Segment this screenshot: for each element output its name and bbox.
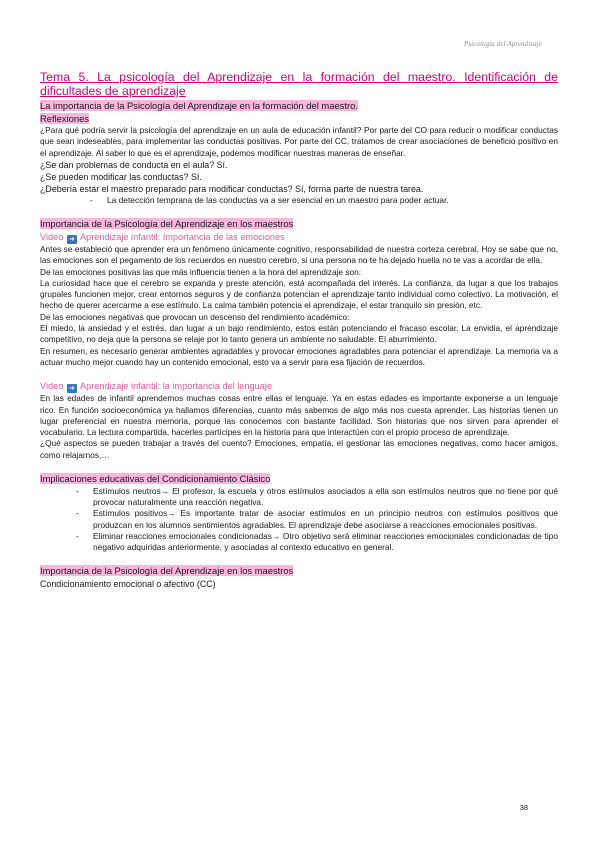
reflection-bullet-list [40, 195, 558, 206]
running-header: Psicología del Aprendizaje [463, 40, 542, 48]
emotions-paragraph-1: Antes se estableció que aprender era un fenómeno únicamente cognitivo, responsabilidad de nuestra corteza cerebral. Hoy se sabe que no, las emociones son el pegamento de los recuerdos en nuestro cerebro, si una persona no te ha dejado huella no te vas a acordar de ella. [40, 243, 558, 266]
list-item: - Eliminar reacciones emocionales condicionadas→ Otro objetivo será eliminar reacciones emocionales condicionadas de tipo negativo adquiridas anteriormente, y asociadas al contexto educativo en general. [76, 530, 558, 553]
emotions-paragraph-4: De las emociones negativas que provocan un descenso del rendimiento académico: [40, 311, 350, 322]
section-heading-importance-teachers-2: Importancia de la Psicología del Aprendizaje en los maestros [40, 565, 294, 577]
section-heading-classical-conditioning: Implicaciones educativas del Condicionamiento Clásico [40, 473, 271, 485]
question-teacher-prepared: ¿Debería estar el maestro preparado para modificar conductas? Sí, forma parte de nuestra tarea. [40, 184, 424, 195]
subheading-emotional-conditioning: Condicionamiento emocional o afectivo (CC) [40, 578, 216, 589]
list-item: - Estímulos neutros→ El profesor, la escuela y otros estímulos asociados a ella son estímulos neutros que no tiene por qué provocar naturalmente una reacción negativa. [76, 485, 558, 507]
emotions-paragraph-6: En resumen, es necesario generar ambientes agradables y provocar emociones agradables para potenciar el aprendizaje. La memoria va a actuar mucho mejor cuando hay un contenido emocional, esto va a servir para esa fijación de recuerdos. [40, 345, 558, 367]
question-modify-conduct: ¿Se pueden modificar las conductas? Sí. [40, 172, 202, 183]
section-heading-importance-formation: La importancia de la Psicología del Aprendizaje en la formación del maestro. [40, 100, 358, 111]
page-number: 38 [519, 803, 528, 812]
section-heading-importance-teachers: Importancia de la Psicología del Aprendizaje en los maestros [40, 218, 294, 230]
list-item: - Estímulos positivos→ Es importante tratar de asociar estímulos en un principio neutros con estímulos positivos que produzcan en los alumnos sentimientos agradables. El aprendizaje debe asociarse a reacciones emocionales positivas. [76, 508, 558, 530]
emotions-paragraph-3: La curiosidad hace que el cerebro se expanda y preste atención, está acompañada del interés. La confianza, da lugar a que los trabajos grupales funcionen mejor, crear entornos seguros y de confianza potencian el aprendizaje tanto individual como colectivo. La motivación, el hecho de querer acercarme a ese estímulo. La calma también potencia el aprendizaje, el estar tranquilo sin presión, etc. [40, 277, 558, 311]
emotions-paragraph-2: De las emociones positivas las que más influencia tienen a la hora del aprendizaje son: [40, 266, 362, 277]
language-paragraph-2: ¿Qué aspectos se pueden trabajar a través del cuento? Emociones, empatía, el gestionar las emociones negativas, como hacer amigos, como relajarnos,… [40, 438, 558, 460]
conditioning-implications-list [40, 486, 558, 554]
arrow-right-icon: ➜ [67, 384, 77, 393]
chapter-title: Tema 5. La psicología del Aprendizaje en la formación del maestro. Identificación de dificultades de aprendizaje [40, 70, 558, 98]
language-paragraph-1: En las edades de infantil aprendemos muchas cosas entre ellas el lenguaje. Ya en estas edades es importante exponerse a un lenguaje rico. En función socioeconómica ya hallamos diferencias, cuanto más sabemos de algo más nos cuesta aprender. Las historias tienen un lugar preferencial en nuestra memoria, porque las conocemos con bastante facilidad. Son historias que nos sirven para aprender el vocabulario. La lectura compartida, hacerles partícipes en la historia para que interactúen con el propio proceso de aprendizaje. [40, 393, 558, 438]
page-content [40, 70, 558, 590]
video-link-language[interactable]: Video ➜ Aprendizaje infantil: la importancia del lenguaje [40, 381, 272, 393]
arrow-right-icon: ➜ [67, 235, 77, 244]
list-item: - La detección temprana de las conductas va a ser esencial en un maestro para poder actuar. [90, 195, 449, 206]
subheading-reflexiones: Reflexiones [40, 112, 89, 124]
reflection-intro-paragraph: ¿Para qué podría servir la psicología del aprendizaje en un aula de educación infantil? Por parte del CO para reducir o modificar conductas que sean indeseables, para implementar las conductas positivas. Por parte del CC, tratamos de crear asociaciones de beneficio positivo en el aprendizaje. Al saber lo que es el aprendizaje, podemos modificar nuestras maneras de enseñar. [40, 125, 558, 158]
emotions-paragraph-5: El miedo, la ansiedad y el estrés, dan lugar a un bajo rendimiento, estos están potenciando el fracaso escolar. La envidia, el aprendizaje competitivo, no deja que la persona se relaje por lo tanto genera un ambiente no saludable. El aburrimiento. [40, 323, 558, 345]
video-link-emotions[interactable]: Video ➜ Aprendizaje infantil: Importancia de las emociones [40, 231, 285, 243]
question-conduct-problems: ¿Se dan problemas de conducta en el aula? Sí. [40, 160, 228, 171]
